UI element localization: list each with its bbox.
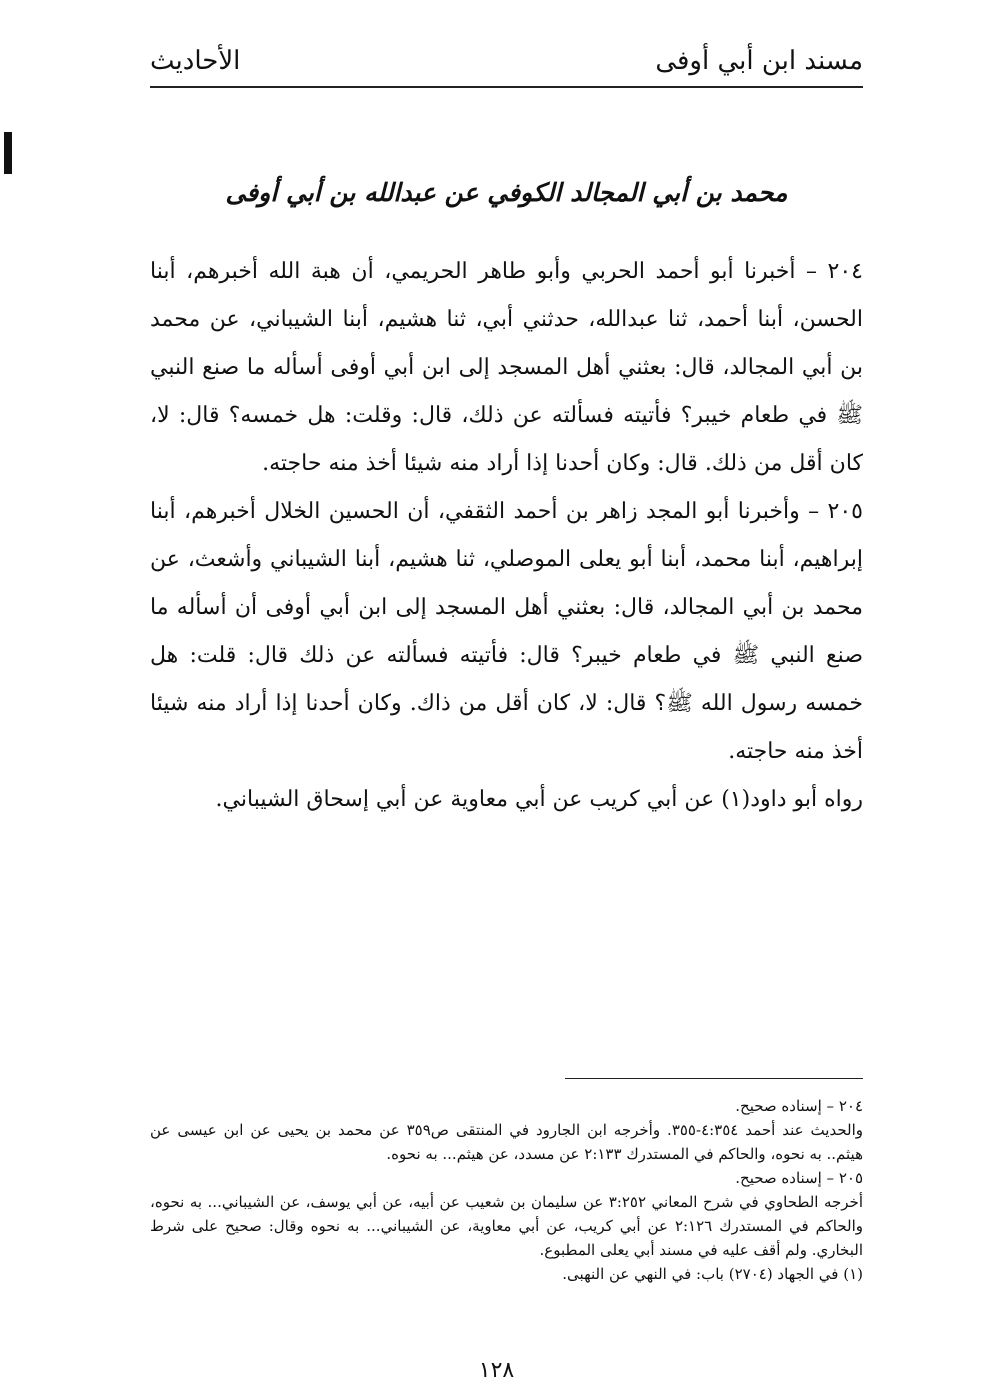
footnote-204-sources: والحديث عند أحمد ٤:٣٥٤-٣٥٥. وأخرجه ابن الجارود في المنتقى ص٣٥٩ عن محمد بن يحيى عن ابن عيسى عن هيثم.. به نحوه، والحاكم في المستدرك ٢:١٣٣ عن مسدد، عن هيثم... به نحوه. [150, 1121, 863, 1163]
footnote-204-grade: ٢٠٤ – إسناده صحيح. [735, 1097, 863, 1115]
margin-mark [4, 132, 12, 174]
footnotes [150, 1094, 863, 1286]
footnote-205-grade: ٢٠٥ – إسناده صحيح. [735, 1169, 863, 1187]
narration-note: رواه أبو داود(١) عن أبي كريب عن أبي معاوية عن أبي إسحاق الشيباني. [215, 787, 863, 812]
footnote-separator [565, 1078, 863, 1079]
book-title: مسند ابن أبي أوفى [655, 46, 863, 76]
hadith-204: ٢٠٤ – أخبرنا أبو أحمد الحربي وأبو طاهر الحريمي، أن هبة الله أخبرهم، أبنا الحسن، أبنا أحمد، ثنا عبدالله، حدثني أبي، ثنا هشيم، أبنا الشيباني، عن محمد بن أبي المجالد، قال: بعثني أهل المسجد إلى ابن أبي أوفى أسأله ما صنع النبي ﷺ في طعام خيبر؟ فأتيته فسألته عن ذلك، قال: وقلت: هل خمسه؟ قال: لا، كان أقل من ذلك. قال: وكان أحدنا إذا أراد منه شيئا أخذ منه حاجته. [150, 259, 864, 476]
running-header [150, 36, 863, 88]
hadith-205: ٢٠٥ – وأخبرنا أبو المجد زاهر بن أحمد الثقفي، أن الحسين الخلال أخبرهم، أبنا إبراهيم، أبنا محمد، أبنا أبو يعلى الموصلي، ثنا هشيم، أبنا الشيباني وأشعث، عن محمد بن أبي المجالد، قال: بعثني أهل المسجد إلى ابن أبي أوفى أن أسأله ما صنع النبي ﷺ في طعام خيبر؟ قال: فأتيته فسألته عن ذلك قال: قلت: هل خمسه رسول الله ﷺ؟ قال: لا، كان أقل من ذاك. وكان أحدنا إذا أراد منه شيئا أخذ منه حاجته. [150, 499, 863, 764]
section-title: الأحاديث [150, 46, 241, 76]
main-text [150, 248, 863, 824]
chapter-heading: محمد بن أبي المجالد الكوفي عن عبدالله بن أبي أوفى [225, 178, 788, 207]
page-number: ١٢٨ [478, 1358, 515, 1383]
footnote-1: (١) في الجهاد (٢٧٠٤) باب: في النهي عن النهبى. [562, 1265, 863, 1283]
footnote-205-sources: أخرجه الطحاوي في شرح المعاني ٣:٢٥٢ عن سليمان بن شعيب عن أبيه، عن أبي يوسف، عن الشيباني... به نحوه، والحاكم في المستدرك ٢:١٢٦ عن أبي كريب، عن أبي معاوية، عن الشيباني... به نحوه وقال: صحيح على شرط البخاري. ولم أقف عليه في مسند أبي يعلى المطبوع. [150, 1193, 863, 1259]
